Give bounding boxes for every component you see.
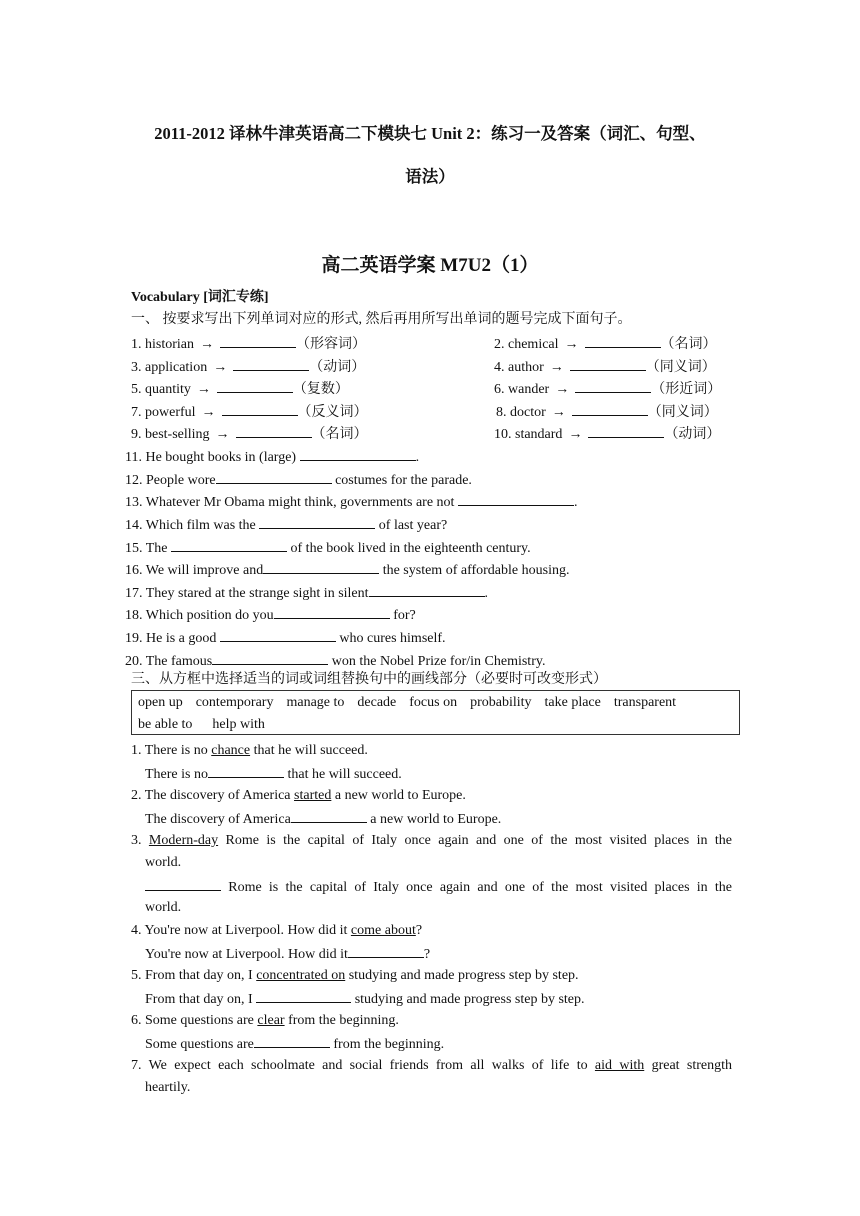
answer-text: Rome is the capital of Italy once again and one of the most visited places in the <box>221 880 732 895</box>
sentence-text: 20. The famous <box>125 654 213 669</box>
worksheet-subtitle: 高二英语学案 M7U2（1） <box>321 255 539 276</box>
arrow-icon: → <box>213 360 228 375</box>
part3-instruction: 三、从方框中选择适当的词或词组替换句中的画线部分（必要时可改变形式） <box>131 672 607 687</box>
word-hint: （反义词） <box>297 405 368 420</box>
word-choice: be able to <box>138 717 193 732</box>
question-text: studying and made progress step by step. <box>345 968 579 983</box>
word-choice: help with <box>212 717 265 732</box>
sentence-11 <box>125 446 419 468</box>
word-item-6 <box>494 378 721 400</box>
question-text: great strength <box>644 1058 732 1073</box>
replace-answer-4 <box>145 943 430 965</box>
answer-text: From that day on, I <box>145 992 257 1007</box>
answer-text: You're now at Liverpool. How did it <box>145 947 348 962</box>
arrow-icon: → <box>555 382 570 397</box>
sentence-text: . <box>484 586 489 601</box>
sentence-text: costumes for the parade. <box>331 473 472 488</box>
word-hint: （形近词） <box>651 382 722 397</box>
word-choice: probability <box>470 695 532 710</box>
word-label: 8. doctor <box>496 405 546 420</box>
word-item-1 <box>131 333 366 355</box>
word-label: 5. quantity <box>131 382 191 397</box>
answer-blank[interactable] <box>274 604 390 619</box>
word-hint: （动词） <box>309 360 366 375</box>
answer-text: ? <box>423 947 431 962</box>
arrow-icon: → <box>549 360 564 375</box>
sentence-16 <box>125 559 569 581</box>
vocabulary-heading: Vocabulary [词汇专练] <box>131 290 269 305</box>
word-item-8 <box>496 401 718 423</box>
answer-blank[interactable] <box>216 469 332 484</box>
replace-answer-3 <box>145 876 732 898</box>
question-text: 4. You're now at Liverpool. How did it <box>131 923 351 938</box>
answer-blank[interactable] <box>212 650 328 665</box>
word-label: 9. best-selling <box>131 427 210 442</box>
word-hint: （名词） <box>660 337 717 352</box>
word-item-7 <box>131 401 368 423</box>
word-choice: decade <box>357 695 397 710</box>
answer-blank[interactable] <box>233 356 309 371</box>
sentence-17 <box>125 582 488 604</box>
sentence-19 <box>125 627 446 649</box>
question-number: 3. <box>131 833 149 848</box>
sentence-text: who cures himself. <box>335 631 446 646</box>
answer-blank[interactable] <box>256 988 351 1003</box>
word-choice: open up <box>138 695 183 710</box>
sentence-15 <box>125 537 531 559</box>
answer-blank[interactable] <box>300 446 416 461</box>
word-choice: contemporary <box>195 695 274 710</box>
arrow-icon: → <box>215 427 230 442</box>
sentence-13 <box>125 491 577 513</box>
word-hint: （同义词） <box>645 360 716 375</box>
underlined-phrase: clear <box>257 1013 285 1028</box>
sentence-text: 11. He bought books in (large) <box>125 450 300 465</box>
document-title-line2: 语法） <box>405 167 455 186</box>
part1-instruction: 一、 按要求写出下列单词对应的形式, 然后再用所写出单词的题号完成下面句子。 <box>131 312 632 327</box>
question-text: that he will succeed. <box>250 743 368 758</box>
sentence-text: 16. We will improve and <box>125 563 264 578</box>
question-text: ? <box>415 923 423 938</box>
sentence-text: 19. He is a good <box>125 631 220 646</box>
answer-text: from the beginning. <box>329 1037 445 1052</box>
sentence-12 <box>125 469 472 491</box>
answer-blank[interactable] <box>220 627 336 642</box>
replace-answer-6 <box>145 1033 444 1055</box>
question-text: 5. From that day on, I <box>131 968 257 983</box>
document-title-line1: 2011-2012 译林牛津英语高二下模块七 Unit 2：练习一及答案（词汇、句型、 <box>154 124 706 143</box>
answer-blank[interactable] <box>222 401 298 416</box>
word-choice-row <box>138 717 285 733</box>
answer-blank[interactable] <box>348 943 424 958</box>
answer-blank[interactable] <box>570 356 646 371</box>
underlined-phrase: started <box>294 788 332 803</box>
word-choice: take place <box>544 695 601 710</box>
sentence-text: the system of affordable housing. <box>379 563 570 578</box>
word-choice: focus on <box>409 695 458 710</box>
word-hint: （动词） <box>664 427 721 442</box>
answer-blank[interactable] <box>572 401 648 416</box>
arrow-icon: → <box>196 382 211 397</box>
word-hint: （名词） <box>311 427 368 442</box>
sentence-text: 12. People wore <box>125 473 216 488</box>
word-label: 1. historian <box>131 337 194 352</box>
question-text: 6. Some questions are <box>131 1013 258 1028</box>
arrow-icon: → <box>200 337 214 352</box>
word-choice: transparent <box>613 695 677 710</box>
question-text: Rome is the capital of Italy once again and one of the most visited places in the <box>218 833 732 848</box>
word-item-2 <box>494 333 717 355</box>
replace-question-4 <box>131 921 422 941</box>
sentence-text: . <box>415 450 420 465</box>
replace-question-7 <box>131 1056 732 1076</box>
sentence-text: 15. The <box>125 541 172 556</box>
arrow-icon: → <box>564 337 579 352</box>
sentence-text: . <box>573 495 578 510</box>
word-label: 7. powerful <box>131 405 196 420</box>
answer-blank[interactable] <box>369 582 485 597</box>
replace-question-1 <box>131 741 368 761</box>
word-hint: （复数） <box>292 382 349 397</box>
question-text: from the beginning. <box>284 1013 399 1028</box>
word-choice: manage to <box>286 695 345 710</box>
answer-text: a new world to Europe. <box>366 812 502 827</box>
word-label: 3. application <box>131 360 208 375</box>
word-label: 2. chemical <box>494 337 559 352</box>
sentence-text: 13. Whatever Mr Obama might think, governments are not <box>125 495 458 510</box>
question-text: 1. There is no <box>131 743 212 758</box>
answer-blank[interactable] <box>145 876 221 891</box>
answer-blank[interactable] <box>585 333 661 348</box>
word-item-10 <box>494 423 720 445</box>
sentence-text: won the Nobel Prize for/in Chemistry. <box>328 654 546 669</box>
answer-blank[interactable] <box>171 537 287 552</box>
word-item-5 <box>131 378 349 400</box>
sentence-text: 18. Which position do you <box>125 608 274 623</box>
question-text: 2. The discovery of America <box>131 788 295 803</box>
sentence-text: 17. They stared at the strange sight in silent <box>125 586 369 601</box>
underlined-phrase: Modern-day <box>148 833 219 848</box>
word-item-4 <box>494 356 716 378</box>
answer-text: that he will succeed. <box>283 767 402 782</box>
underlined-phrase: concentrated on <box>256 968 346 983</box>
answer-blank[interactable] <box>575 378 651 393</box>
answer-blank[interactable] <box>458 491 574 506</box>
answer-blank[interactable] <box>254 1033 330 1048</box>
arrow-icon: → <box>568 427 583 442</box>
word-choice-box <box>131 690 740 735</box>
replace-answer-1 <box>145 763 402 785</box>
arrow-icon: → <box>551 405 566 420</box>
underlined-phrase: come about <box>350 923 416 938</box>
answer-blank[interactable] <box>263 559 379 574</box>
answer-blank[interactable] <box>259 514 375 529</box>
word-item-3 <box>131 356 365 378</box>
answer-text: Some questions are <box>145 1037 254 1052</box>
replace-question-2 <box>131 786 466 806</box>
answer-blank[interactable] <box>588 423 664 438</box>
replace-question-7-cont: heartily. <box>145 1080 191 1095</box>
replace-question-3 <box>131 831 732 851</box>
sentence-text: of last year? <box>375 518 448 533</box>
underlined-phrase: aid with <box>594 1058 645 1073</box>
replace-answer-5 <box>145 988 585 1010</box>
word-label: 6. wander <box>494 382 550 397</box>
answer-text: The discovery of America <box>145 812 291 827</box>
replace-answer-3-cont: world. <box>145 900 182 915</box>
replace-question-6 <box>131 1011 399 1031</box>
sentence-text: for? <box>389 608 416 623</box>
answer-text: There is no <box>145 767 208 782</box>
word-hint: （形容词） <box>296 337 366 352</box>
word-label: 4. author <box>494 360 544 375</box>
sentence-text: of the book lived in the eighteenth century. <box>287 541 531 556</box>
question-text: a new world to Europe. <box>331 788 466 803</box>
answer-blank[interactable] <box>236 423 312 438</box>
underlined-phrase: chance <box>211 743 251 758</box>
answer-blank[interactable] <box>217 378 293 393</box>
arrow-icon: → <box>201 405 216 420</box>
answer-blank[interactable] <box>291 808 367 823</box>
replace-answer-2 <box>145 808 501 830</box>
sentence-20 <box>125 650 545 672</box>
replace-question-5 <box>131 966 579 986</box>
word-choice-row <box>138 695 676 711</box>
word-label: 10. standard <box>494 427 563 442</box>
word-hint: （同义词） <box>647 405 718 420</box>
replace-question-3-cont: world. <box>145 855 182 870</box>
sentence-14 <box>125 514 447 536</box>
answer-blank[interactable] <box>220 333 296 348</box>
sentence-18 <box>125 604 416 626</box>
answer-blank[interactable] <box>208 763 284 778</box>
question-text: 7. We expect each schoolmate and social friends from all walks of life to <box>131 1058 595 1073</box>
word-item-9 <box>131 423 368 445</box>
answer-text: studying and made progress step by step. <box>351 992 585 1007</box>
sentence-text: 14. Which film was the <box>125 518 260 533</box>
